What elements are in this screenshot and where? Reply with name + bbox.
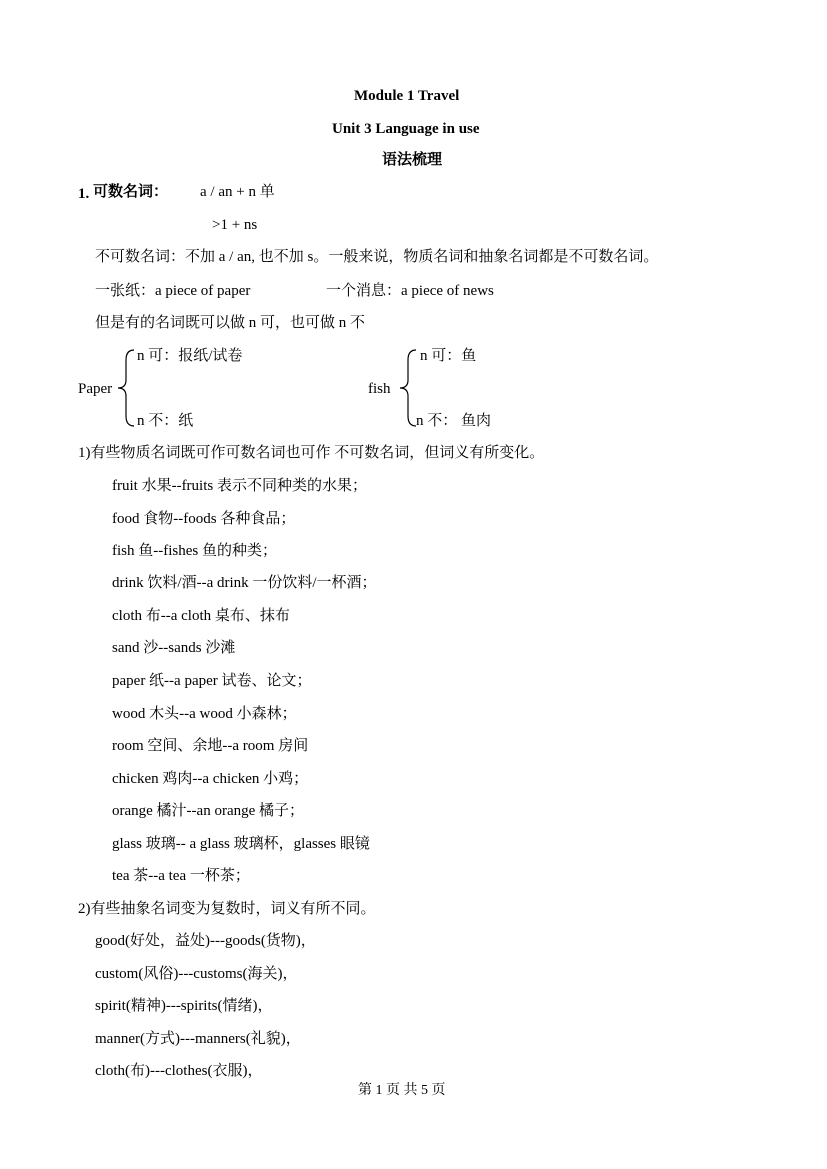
list-item: spirit(精神)---spirits(情绪)， [95, 998, 273, 1014]
list-item: fish 鱼--fishes 鱼的种类； [112, 543, 277, 559]
list-item: paper 纸--a paper 试卷、论文； [112, 673, 312, 689]
list-item: fruit 水果--fruits 表示不同种类的水果； [112, 478, 367, 494]
list-item: drink 饮料/酒--a drink 一份饮料/一杯酒； [112, 575, 377, 591]
fish-uncountable-meaning: n 不： 鱼肉 [416, 413, 492, 429]
list-item: chicken 鸡肉--a chicken 小鸡； [112, 771, 309, 787]
page-footer: 第 1 页 共 5 页 [358, 1083, 446, 1098]
list-item: food 食物--foods 各种食品； [112, 511, 296, 527]
rule-plural: >1 + ns [212, 217, 258, 233]
list-item: good(好处，益处)---goods(货物)， [95, 933, 316, 949]
rule-singular: a / an + n 单 [200, 184, 275, 200]
example-paper: 一张纸：a piece of paper [95, 283, 251, 299]
dual-usage-note: 但是有的名词既可以做 n 可，也可做 n 不 [95, 315, 366, 331]
brace-fish-icon [398, 348, 418, 428]
paper-uncountable-meaning: n 不：纸 [137, 413, 194, 429]
brace-paper-icon [116, 348, 136, 428]
list-item: manner(方式)---manners(礼貌)， [95, 1031, 301, 1047]
unit-title: Unit 3 Language in use [332, 121, 480, 137]
fish-countable-meaning: n 可：鱼 [420, 348, 477, 364]
section-title: 语法梳理 [382, 152, 443, 168]
part-2-heading: 2)有些抽象名词变为复数时，词义有所不同。 [78, 901, 376, 917]
uncountable-definition: 不可数名词：不加 a / an, 也不加 s。一般来说，物质名词和抽象名词都是不可数名词。 [95, 249, 659, 265]
list-item: cloth 布--a cloth 桌布、抹布 [112, 608, 290, 624]
module-title: Module 1 Travel [354, 88, 460, 104]
list-item: custom(风俗)---customs(海关)， [95, 966, 298, 982]
brace-word-fish: fish [368, 381, 391, 397]
brace-word-paper: Paper [78, 381, 113, 397]
list-item: glass 玻璃-- a glass 玻璃杯，glasses 眼镜 [112, 836, 370, 852]
list-item: cloth(布)---clothes(衣服)， [95, 1063, 263, 1079]
section-1-heading: 可数名词： [93, 184, 169, 200]
example-news: 一个消息：a piece of news [326, 283, 494, 299]
part-1-heading: 1)有些物质名词既可作可数名词也可作 不可数名词，但词义有所变化。 [78, 445, 545, 461]
section-1-number: 1. [78, 186, 90, 202]
list-item: wood 木头--a wood 小森林； [112, 706, 297, 722]
paper-countable-meaning: n 可：报纸/试卷 [137, 348, 243, 364]
list-item: sand 沙--sands 沙滩 [112, 640, 236, 656]
list-item: room 空间、余地--a room 房间 [112, 738, 309, 754]
list-item: orange 橘汁--an orange 橘子； [112, 803, 305, 819]
list-item: tea 茶--a tea 一杯茶； [112, 868, 250, 884]
